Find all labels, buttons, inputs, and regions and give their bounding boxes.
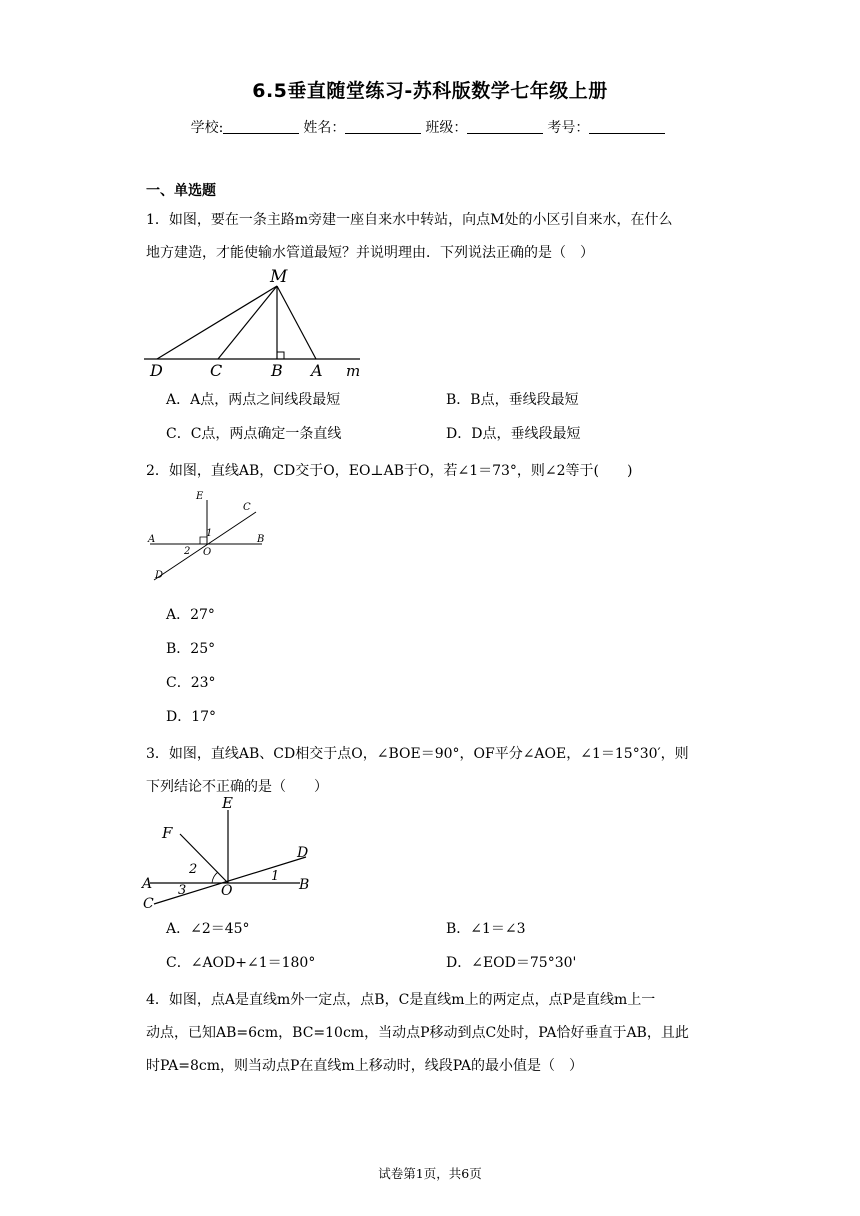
label-B: B — [271, 361, 283, 380]
question-2-figure — [144, 488, 274, 584]
exam-number-blank — [589, 119, 665, 134]
label-2: 2 — [184, 546, 191, 557]
question-4-line-2: 动点，已知AB=6cm，BC=10cm，当动点P移动到点C处时，PA恰好垂直于AB，且此 — [146, 1025, 689, 1041]
school-label: 学校: — [190, 120, 224, 136]
label-A: A — [311, 361, 323, 380]
question-2-option-c[interactable]: C．23° — [166, 675, 216, 691]
label-m: m — [346, 362, 361, 380]
question-1-line-2: 地方建造，才能使输水管道最短？并说明理由．下列说法正确的是（ ） — [146, 245, 594, 261]
name-label: 姓名： — [303, 120, 346, 136]
page-title: 6.5垂直随堂练习-苏科版数学七年级上册 — [252, 80, 608, 102]
label-A: A — [142, 876, 153, 892]
label-C: C — [210, 361, 223, 380]
label-1: 1 — [206, 528, 213, 539]
question-4-line-1: 4．如图，点A是直线m外一定点，点B，C是直线m上的两定点，点P是直线m上一 — [146, 992, 656, 1008]
name-blank — [345, 119, 421, 134]
school-blank — [223, 119, 299, 134]
label-D: D — [297, 845, 309, 861]
label-D: D — [155, 570, 164, 581]
class-label: 班级： — [425, 120, 468, 136]
label-B: B — [257, 534, 265, 545]
section-title: 一、单选题 — [146, 183, 216, 199]
label-O: O — [221, 883, 233, 899]
label-B: B — [299, 877, 310, 893]
question-1-option-a[interactable]: A．A点，两点之间线段最短 — [166, 392, 341, 408]
question-2-option-a[interactable]: A．27° — [166, 607, 215, 623]
question-1-option-d[interactable]: D．D点，垂线段最短 — [446, 426, 581, 442]
label-D: D — [150, 361, 163, 380]
label-C: C — [243, 502, 251, 513]
label-M: M — [270, 267, 288, 287]
label-3: 3 — [178, 883, 187, 898]
question-3-option-b[interactable]: B．∠1＝∠3 — [446, 921, 526, 937]
question-1-option-b[interactable]: B．B点，垂线段最短 — [446, 392, 579, 408]
question-3-line-2: 下列结论不正确的是（ ） — [146, 779, 328, 795]
label-2: 2 — [189, 862, 198, 877]
student-info-line — [0, 117, 860, 137]
label-F: F — [162, 824, 173, 842]
question-1-line-1: 1．如图，要在一条主路m旁建一座自来水中转站，向点M处的小区引自来水，在什么 — [146, 212, 673, 228]
label-E: E — [196, 491, 204, 502]
question-2-option-d[interactable]: D．17° — [166, 709, 217, 725]
question-1-figure — [140, 266, 370, 382]
question-3-option-a[interactable]: A．∠2＝45° — [166, 921, 250, 937]
question-2-option-b[interactable]: B．25° — [166, 641, 216, 657]
exam-number-label: 考号： — [547, 120, 590, 136]
label-A: A — [148, 534, 156, 545]
page-footer: 试卷第1页，共6页 — [378, 1166, 482, 1181]
label-O: O — [203, 547, 212, 558]
label-1: 1 — [271, 869, 280, 884]
question-4-line-3: 时PA=8cm，则当动点P在直线m上移动时，线段PA的最小值是（ ） — [146, 1058, 583, 1074]
question-3-option-c[interactable]: C．∠AOD+∠1＝180° — [166, 955, 316, 971]
question-3-figure — [140, 794, 320, 914]
question-3-option-d[interactable]: D．∠EOD＝75°30' — [446, 955, 577, 971]
question-1-option-c[interactable]: C．C点，两点确定一条直线 — [166, 426, 342, 442]
label-C: C — [143, 896, 154, 912]
class-blank — [467, 119, 543, 134]
question-3-line-1: 3．如图，直线AB、CD相交于点O，∠BOE＝90°，OF平分∠AOE，∠1＝15°30′，则 — [146, 746, 689, 762]
question-2-line-1: 2．如图，直线AB，CD交于O，EO⊥AB于O，若∠1＝73°，则∠2等于( ) — [146, 463, 633, 479]
label-E: E — [222, 794, 233, 812]
